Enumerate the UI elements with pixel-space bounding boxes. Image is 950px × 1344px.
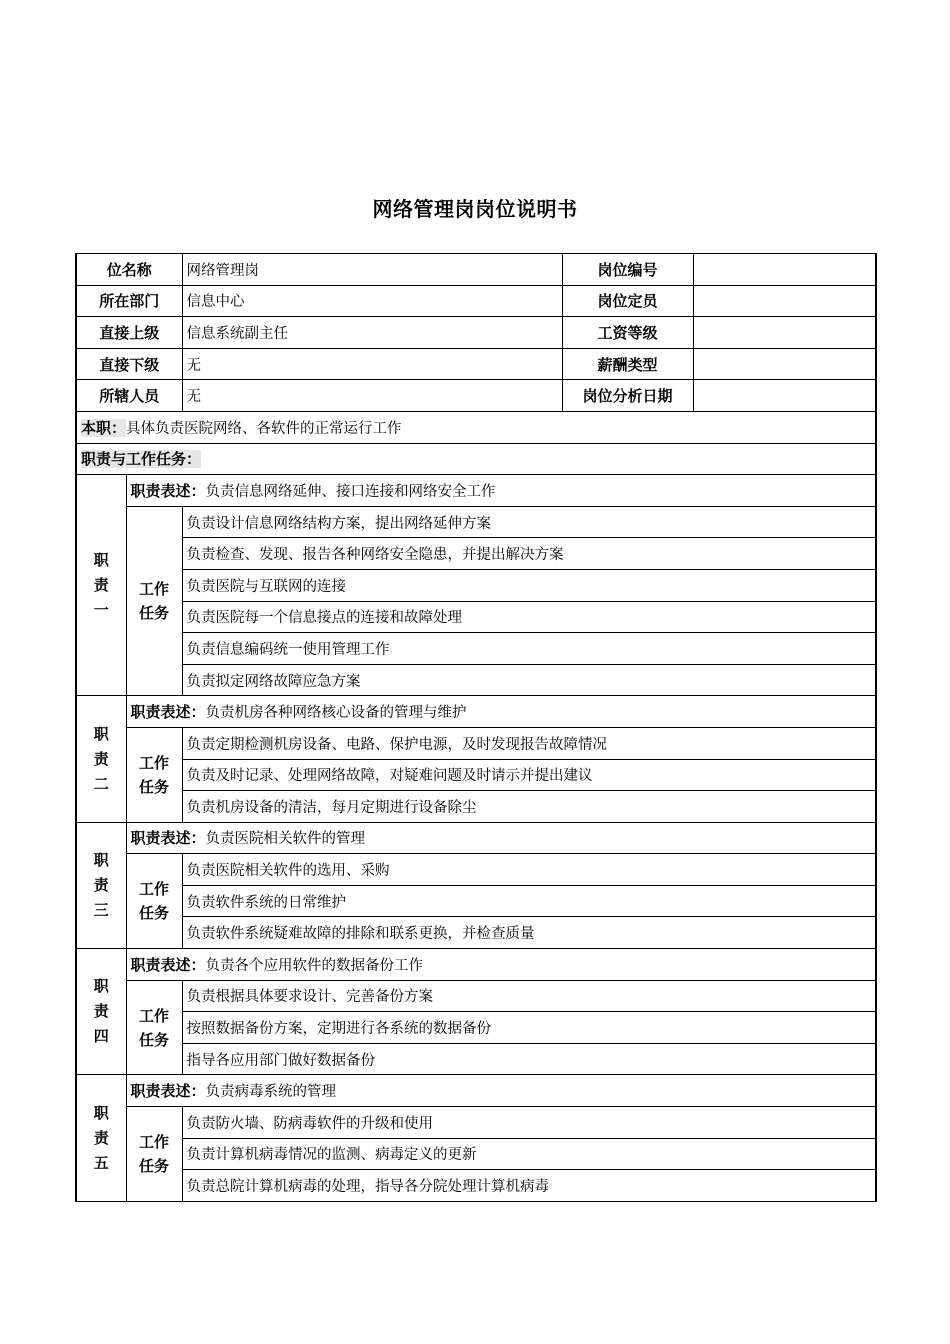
duty-desc-text: 负责医院相关软件的管理 — [205, 831, 366, 848]
info-value — [693, 285, 876, 317]
task-item: 负责计算机病毒情况的监测、病毒定义的更新 — [182, 1138, 876, 1170]
task-label-line: 任务 — [139, 904, 170, 923]
info-label: 岗位编号 — [562, 254, 693, 286]
duty-desc-label: 职责表述： — [130, 955, 206, 974]
task-item: 负责软件系统疑难故障的排除和联系更换，并检查质量 — [182, 917, 876, 949]
task-row — [76, 885, 876, 917]
task-row — [76, 633, 876, 665]
duty-desc-row — [76, 696, 876, 728]
info-value — [693, 348, 876, 380]
duty-name-char: 职 — [93, 550, 109, 569]
duty-name-char: 职 — [93, 1103, 109, 1122]
task-row — [76, 791, 876, 823]
task-label-line: 任务 — [139, 1156, 170, 1175]
duty-name-char: 职 — [93, 977, 109, 996]
duty-desc-cell — [126, 475, 876, 507]
core-duty-text: 具体负责医院网络、各软件的正常运行工作 — [126, 420, 402, 437]
core-duty-cell — [76, 411, 876, 443]
duty-name-char: 责 — [93, 875, 109, 894]
info-value — [693, 254, 876, 286]
task-label-line: 任务 — [139, 604, 170, 623]
task-label-line: 工作 — [139, 1132, 170, 1151]
task-row — [76, 506, 876, 538]
info-row — [76, 380, 876, 412]
task-row — [76, 538, 876, 570]
task-item: 负责医院相关软件的选用、采购 — [182, 854, 876, 886]
task-label-line: 任务 — [139, 1030, 170, 1049]
duty-desc-text: 负责机房各种网络核心设备的管理与维护 — [205, 705, 467, 722]
task-item: 负责软件系统的日常维护 — [182, 885, 876, 917]
task-label — [126, 980, 182, 1075]
duty-desc-label: 职责表述： — [130, 703, 206, 722]
task-label — [126, 854, 182, 949]
duty-desc-row — [76, 822, 876, 854]
info-value — [693, 317, 876, 349]
info-row — [76, 285, 876, 317]
duty-desc-label: 职责表述： — [130, 829, 206, 848]
core-duty-row — [76, 411, 876, 443]
task-label-line: 工作 — [139, 1006, 170, 1025]
duty-desc-row — [76, 949, 876, 981]
task-row — [76, 727, 876, 759]
duties-header: 职责与工作任务： — [81, 450, 202, 469]
task-item: 负责根据具体要求设计、完善备份方案 — [182, 980, 876, 1012]
task-item: 负责医院与互联网的连接 — [182, 569, 876, 601]
task-label-line: 工作 — [139, 580, 170, 599]
core-duty-label: 本职： — [81, 418, 127, 437]
page-title: 网络管理岗岗位说明书 — [372, 197, 578, 221]
duty-name — [76, 822, 126, 948]
duty-desc-row — [76, 475, 876, 507]
task-item: 负责检查、发现、报告各种网络安全隐患，并提出解决方案 — [182, 538, 876, 570]
task-row — [76, 569, 876, 601]
info-label: 岗位分析日期 — [562, 380, 693, 412]
info-row — [76, 254, 876, 286]
task-item: 负责设计信息网络结构方案，提出网络延伸方案 — [182, 506, 876, 538]
task-label-line: 任务 — [139, 777, 170, 796]
task-row — [76, 1170, 876, 1202]
task-label — [126, 506, 182, 696]
duty-desc-text: 负责信息网络延伸、接口连接和网络安全工作 — [205, 483, 496, 500]
task-row — [76, 1012, 876, 1044]
info-value — [693, 380, 876, 412]
info-label: 工资等级 — [562, 317, 693, 349]
task-item: 负责及时记录、处理网络故障，对疑难问题及时请示并提出建议 — [182, 759, 876, 791]
duties-header-row — [76, 443, 876, 475]
task-row — [76, 1107, 876, 1139]
duty-name-char: 责 — [93, 575, 109, 594]
info-label: 所在部门 — [76, 285, 182, 317]
task-label — [126, 727, 182, 822]
info-value: 网络管理岗 — [182, 254, 562, 286]
duty-desc-text: 负责病毒系统的管理 — [205, 1084, 337, 1101]
info-value: 无 — [182, 380, 562, 412]
duty-name-char: 责 — [93, 1128, 109, 1147]
duty-desc-cell — [126, 822, 876, 854]
task-item: 负责信息编码统一使用管理工作 — [182, 633, 876, 665]
info-row — [76, 317, 876, 349]
info-row — [76, 348, 876, 380]
info-label: 直接上级 — [76, 317, 182, 349]
duty-desc-cell — [126, 1075, 876, 1107]
duty-name — [76, 1075, 126, 1201]
info-label: 位名称 — [76, 254, 182, 286]
task-row — [76, 1138, 876, 1170]
duty-name-char: 二 — [93, 774, 109, 793]
duty-name — [76, 696, 126, 822]
duty-name-char: 责 — [93, 1002, 109, 1021]
duty-name-char: 职 — [93, 850, 109, 869]
duty-desc-label: 职责表述： — [130, 1082, 206, 1101]
task-label-line: 工作 — [139, 753, 170, 772]
info-label: 岗位定员 — [562, 285, 693, 317]
duty-name — [76, 475, 126, 696]
task-item: 指导各应用部门做好数据备份 — [182, 1043, 876, 1075]
duty-desc-cell — [126, 949, 876, 981]
info-value: 无 — [182, 348, 562, 380]
task-item: 负责定期检测机房设备、电路、保护电源，及时发现报告故障情况 — [182, 727, 876, 759]
duty-desc-text: 负责各个应用软件的数据备份工作 — [205, 957, 424, 974]
duties-header-cell — [76, 443, 876, 475]
info-label: 直接下级 — [76, 348, 182, 380]
task-row — [76, 759, 876, 791]
task-item: 负责医院每一个信息接点的连接和故障处理 — [182, 601, 876, 633]
duty-name-char: 职 — [93, 724, 109, 743]
duty-name-char: 四 — [93, 1027, 109, 1046]
task-item: 负责总院计算机病毒的处理，指导各分院处理计算机病毒 — [182, 1170, 876, 1202]
job-description-table — [75, 253, 877, 1202]
task-row — [76, 601, 876, 633]
info-label: 薪酬类型 — [562, 348, 693, 380]
task-row — [76, 980, 876, 1012]
duty-name-char: 责 — [93, 749, 109, 768]
duty-name — [76, 949, 126, 1075]
info-value: 信息中心 — [182, 285, 562, 317]
task-row — [76, 1043, 876, 1075]
info-label: 所辖人员 — [76, 380, 182, 412]
task-item: 负责防火墙、防病毒软件的升级和使用 — [182, 1107, 876, 1139]
task-row — [76, 917, 876, 949]
task-row — [76, 854, 876, 886]
task-row — [76, 664, 876, 696]
task-item: 按照数据备份方案，定期进行各系统的数据备份 — [182, 1012, 876, 1044]
duty-name-char: 三 — [93, 900, 109, 919]
duty-desc-row — [76, 1075, 876, 1107]
duty-name-char: 五 — [93, 1153, 109, 1172]
duty-desc-cell — [126, 696, 876, 728]
task-item: 负责机房设备的清洁，每月定期进行设备除尘 — [182, 791, 876, 823]
duty-name-char: 一 — [93, 600, 109, 619]
task-label-line: 工作 — [139, 880, 170, 899]
task-label — [126, 1107, 182, 1202]
duty-desc-label: 职责表述： — [130, 481, 206, 500]
task-item: 负责拟定网络故障应急方案 — [182, 664, 876, 696]
info-value: 信息系统副主任 — [182, 317, 562, 349]
